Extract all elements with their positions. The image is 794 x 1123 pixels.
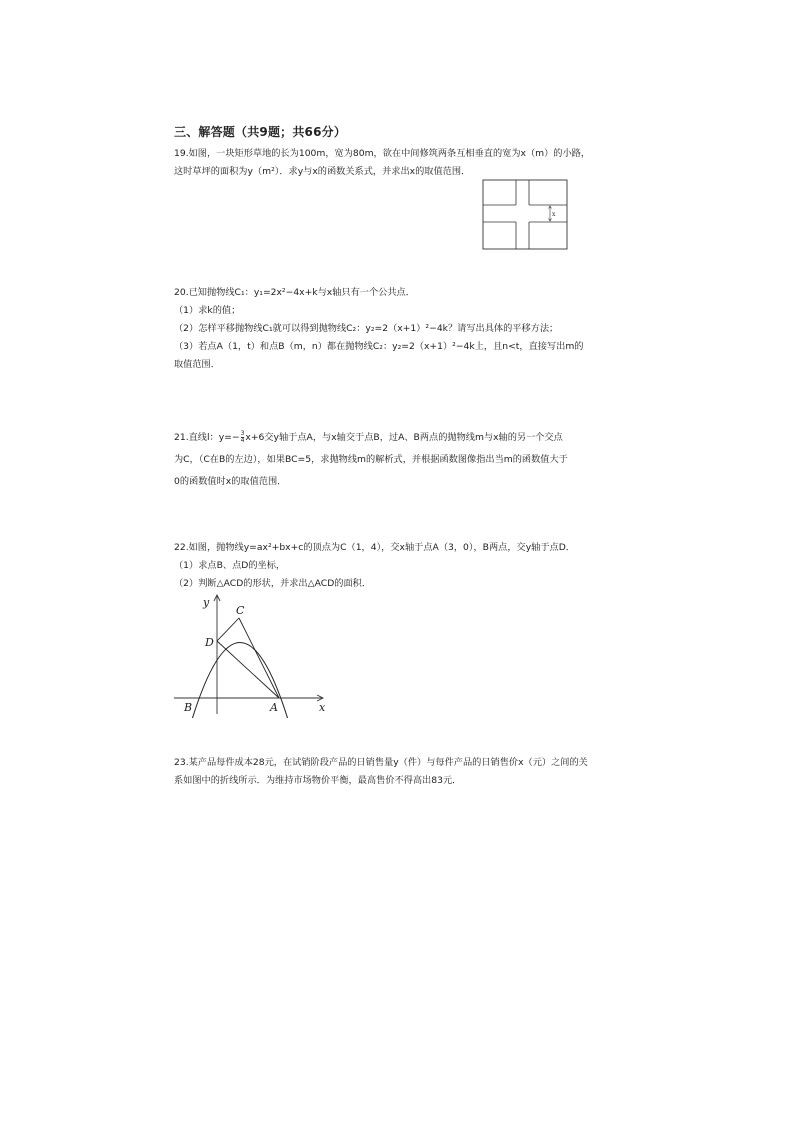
question-20-line-3: （2）怎样平移抛物线C₁就可以得到抛物线C₂：y₂=2（x+1）²−4k？请写出具体的平移方法； (174, 323, 559, 334)
lawn-figure (482, 179, 568, 251)
question-22 (174, 539, 575, 593)
point-label-d: D (205, 636, 214, 649)
segment-ca (239, 618, 279, 698)
fraction-numerator: 3 (240, 430, 245, 437)
question-21-line-3: 0的函数值时x的取值范围． (174, 476, 287, 487)
fraction-denominator: 4 (240, 437, 245, 444)
question-22-line-2: （1）求点B、点D的坐标， (174, 560, 286, 571)
question-20-line-2: （1）求k的值； (174, 305, 241, 316)
point-label-a: A (270, 701, 278, 714)
question-21-line-1 (174, 427, 568, 449)
question-20-line-1: 20.已知抛物线C₁：y₁=2x²−4x+k与x轴只有一个公共点． (174, 287, 415, 298)
section-title: 三、解答题（共9题；共66分） (174, 125, 347, 139)
question-20 (174, 284, 583, 374)
question-23 (174, 754, 588, 790)
axis-label-x: x (319, 701, 326, 714)
question-19-line-1: 19.如图，一块矩形草地的长为100m，宽为80m，欲在中间修筑两条互相垂直的宽为x（m）的小路， (174, 148, 591, 159)
question-21-suffix: x+6交y轴于点A，与x轴交于点B，过A、B两点的抛物线m与x轴的另一个交点 (245, 432, 563, 443)
axis-label-y: y (203, 596, 210, 609)
question-19-line-2: 这时草坪的面积为y（m²）．求y与x的函数关系式，并求出x的取值范围． (174, 166, 471, 177)
question-20-line-4: （3）若点A（1，t）和点B（m，n）都在抛物线C₂：y₂=2（x+1）²−4k上，且n<t，直接写出m的 (174, 341, 584, 352)
point-label-c: C (236, 604, 245, 617)
point-label-b: B (184, 701, 193, 714)
question-22-line-1: 22.如图，抛物线y=ax²+bx+c的顶点为C（1，4），交x轴于点A（3，0），B两点，交y轴于点D． (174, 542, 575, 553)
fraction-three-quarters (241, 431, 245, 444)
road-width-label: x (552, 211, 556, 218)
question-21-prefix: 21.直线l：y=− (174, 432, 240, 443)
question-23-line-1: 23.某产品每件成本28元，在试销阶段产品的日销售量y（件）与每件产品的日销售价x（元）之间的关 (174, 757, 588, 768)
segment-dc (217, 618, 239, 641)
question-23-line-2: 系如图中的折线所示．为维持市场物价平衡，最高售价不得高出83元． (174, 775, 462, 786)
question-21 (174, 427, 568, 493)
question-20-line-5: 取值范围． (174, 359, 220, 370)
question-22-line-3: （2）判断△ACD的形状，并求出△ACD的面积． (174, 578, 372, 589)
question-19 (174, 145, 590, 181)
parabola-graph (172, 590, 332, 718)
segment-da (217, 641, 279, 698)
question-21-line-2: 为C，（C在B的左边），如果BC=5，求抛物线m的解析式，并根据函数图像指出当m的函数值大于 (174, 454, 568, 465)
